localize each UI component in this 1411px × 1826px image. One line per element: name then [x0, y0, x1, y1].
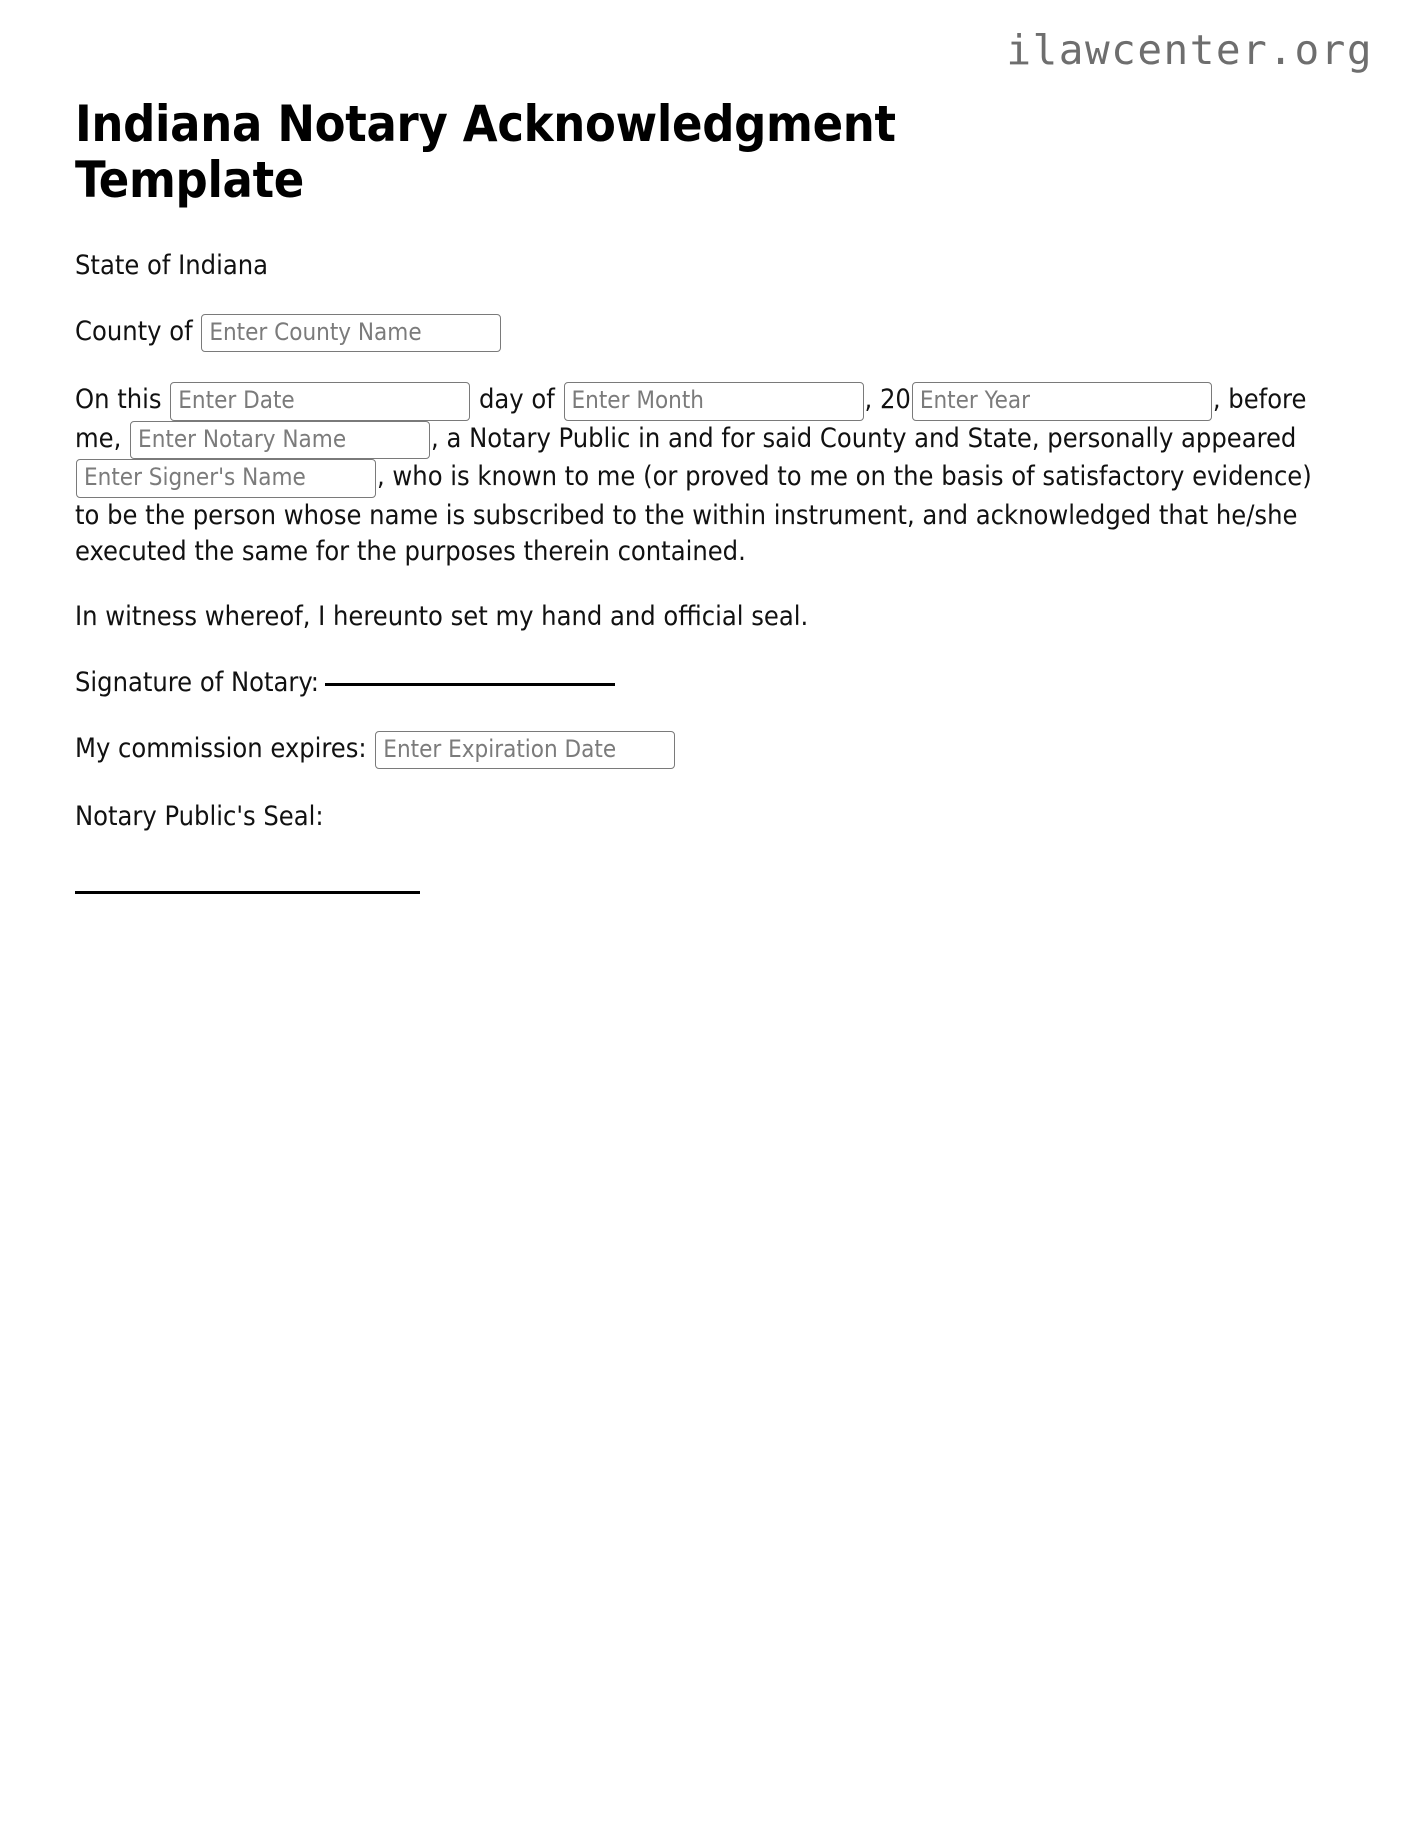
- on-this-label: On this: [75, 384, 162, 416]
- witness-line: [75, 599, 1340, 635]
- seal-line: [75, 799, 1340, 835]
- signature-line: [75, 665, 1340, 701]
- acknowledgment-body-text: , who is known to me (or proved to me on the basis of satisfactory evidence) to be the person whose name is subscribed to the within instrument, and acknowledged that he/she executed the same for the purposes therein contained.: [75, 461, 1312, 567]
- document-content: [75, 96, 1340, 894]
- comma-twenty-label: , 20: [864, 384, 911, 416]
- seal-label: Notary Public's Seal:: [75, 801, 324, 833]
- expiration-date-input[interactable]: [375, 731, 675, 770]
- comma-after-year: ,: [1212, 384, 1221, 416]
- notary-name-input[interactable]: [130, 421, 430, 460]
- notary-public-clause: , a Notary Public in and for said County and State,: [431, 422, 1040, 454]
- personally-appeared-label: personally appeared: [1047, 422, 1297, 454]
- page-title: Indiana Notary Acknowledgment Template: [75, 95, 896, 209]
- acknowledgment-paragraph: [75, 382, 1340, 569]
- year-input[interactable]: [912, 382, 1212, 421]
- witness-line-text: In witness whereof, I hereunto set my hand and official seal.: [75, 601, 809, 633]
- month-input[interactable]: [564, 382, 864, 421]
- state-line: [75, 248, 1340, 284]
- seal-rule: [75, 891, 420, 894]
- commission-label: My commission expires:: [75, 732, 367, 764]
- site-watermark: ilawcenter.org: [1006, 26, 1373, 74]
- commission-line: [75, 731, 1340, 770]
- county-line: [75, 314, 1340, 353]
- state-line-text: State of Indiana: [75, 250, 269, 281]
- day-of-label: day of: [479, 384, 555, 416]
- before-me-label: before me,: [75, 384, 1307, 454]
- county-label: County of: [75, 315, 193, 347]
- date-input[interactable]: [170, 382, 470, 421]
- signature-label: Signature of Notary:: [75, 666, 319, 698]
- signer-name-input[interactable]: [76, 459, 376, 498]
- signature-rule: [325, 683, 615, 686]
- county-input[interactable]: [201, 314, 501, 353]
